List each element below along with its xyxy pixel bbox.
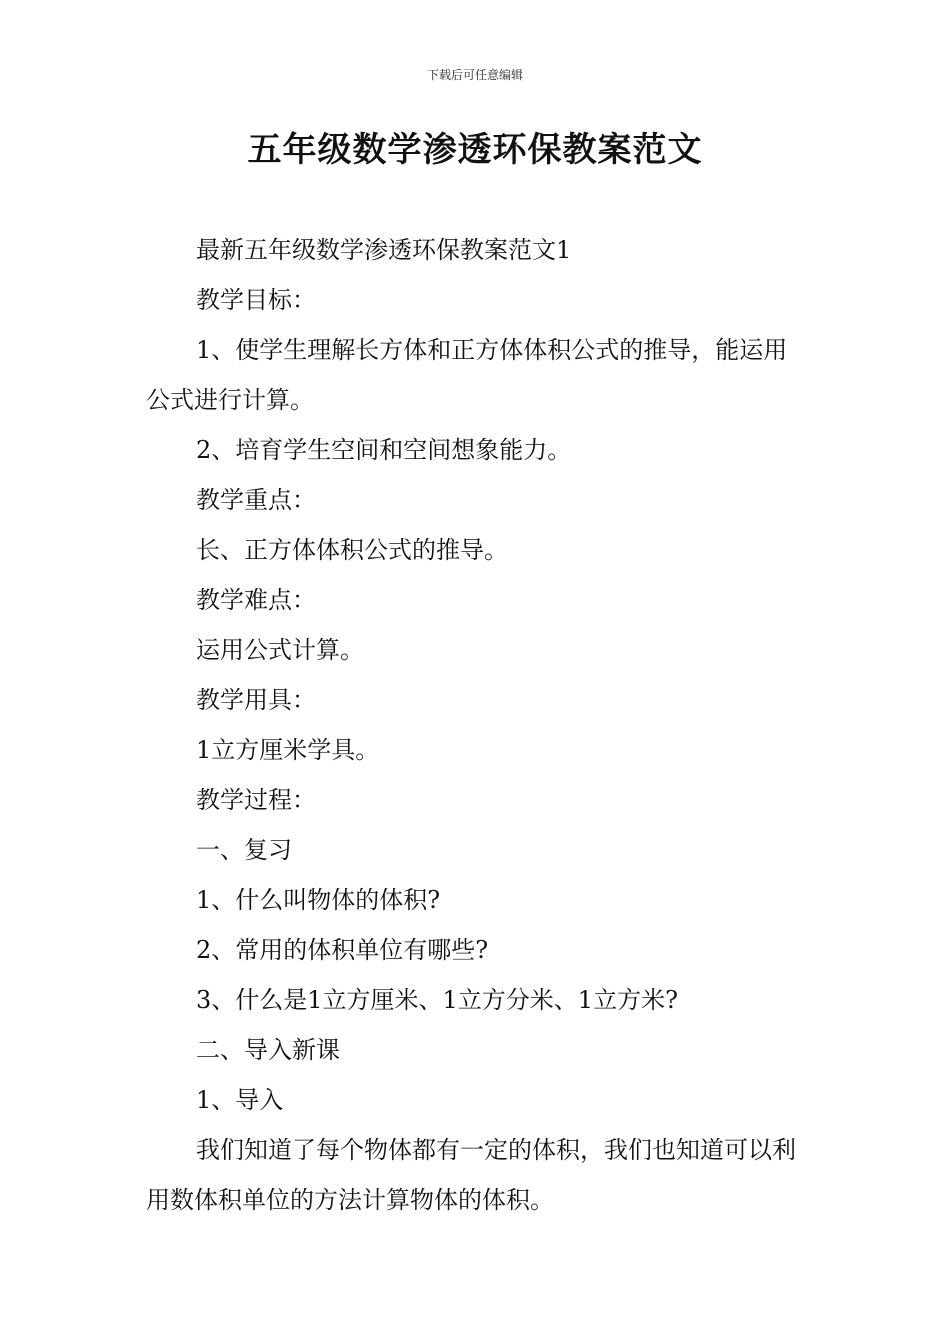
paragraph-intro-heading: 1、导入 — [196, 1086, 284, 1114]
paragraph-key-points: 长、正方体体积公式的推导。 — [196, 536, 508, 564]
page-header-note: 下载后可任意编辑 — [426, 68, 523, 82]
paragraph-section-review: 一、复习 — [196, 836, 292, 864]
document-title: 五年级数学渗透环保教案范文 — [247, 130, 703, 170]
paragraph-section-new-lesson: 二、导入新课 — [196, 1036, 340, 1064]
paragraph-process-heading: 教学过程： — [196, 786, 316, 814]
paragraph-review-q3: 3、什么是1立方厘米、1立方分米、1立方米? — [196, 986, 678, 1014]
paragraph-difficulties: 运用公式计算。 — [196, 636, 364, 664]
paragraph-tools: 1立方厘米学具。 — [196, 736, 380, 764]
paragraph-tools-heading: 教学用具： — [196, 686, 316, 714]
paragraph-review-q2: 2、常用的体积单位有哪些? — [196, 936, 489, 964]
paragraph-review-q1: 1、什么叫物体的体积? — [196, 886, 441, 914]
document-body — [146, 225, 810, 1225]
paragraph-difficulties-heading: 教学难点： — [196, 586, 316, 614]
paragraph-subtitle: 最新五年级数学渗透环保教案范文1 — [196, 236, 572, 264]
paragraph-key-points-heading: 教学重点： — [196, 486, 316, 514]
paragraph-objective-2: 2、培育学生空间和空间想象能力。 — [196, 436, 572, 464]
paragraph-objectives-heading: 教学目标： — [196, 286, 316, 314]
paragraph-intro-text: 我们知道了每个物体都有一定的体积，我们也知道可以利用数体积单位的方法计算物体的体积。 — [146, 1136, 796, 1214]
paragraph-objective-1: 1、使学生理解长方体和正方体体积公式的推导，能运用公式进行计算。 — [146, 336, 788, 414]
